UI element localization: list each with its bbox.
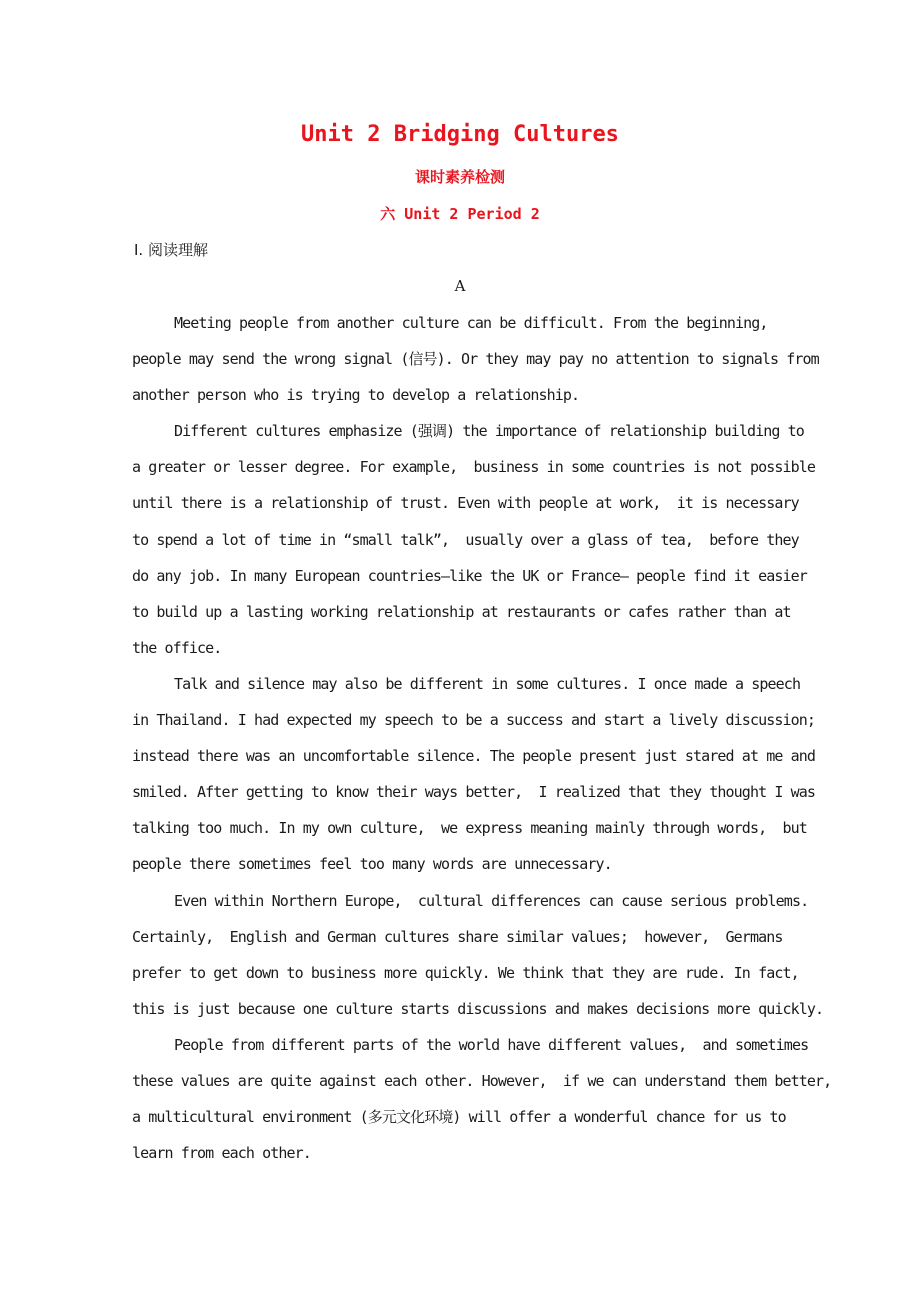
- passage-line: in Thailand. I had expected my speech to be a success and start a lively discussion;: [132, 711, 815, 730]
- passage-line: this is just because one culture starts discussions and makes decisions more quickly.: [132, 999, 824, 1018]
- passage-line: people may send the wrong signal (信号). Or they may pay no attention to signals from: [132, 350, 819, 369]
- passage-line: until there is a relationship of trust. Even with people at work, it is necessary: [132, 494, 799, 513]
- passage-line: these values are quite against each other. However, if we can understand them better,: [132, 1071, 832, 1090]
- passage-line: the office.: [132, 638, 222, 657]
- passage-line: talking too much. In my own culture, we express meaning mainly through words, but: [132, 819, 807, 838]
- passage-line: Different cultures emphasize (强调) the importance of relationship building to: [174, 422, 804, 441]
- passage-line: to spend a lot of time in “small talk”, usually over a glass of tea, before they: [132, 530, 799, 549]
- passage-line: Talk and silence may also be different in some cultures. I once made a speech: [174, 674, 801, 693]
- period-label: 六 Unit 2 Period 2: [380, 205, 540, 223]
- passage-line: a multicultural environment (多元文化环境) will offer a wonderful chance for us to: [132, 1108, 786, 1127]
- passage-line: People from different parts of the world have different values, and sometimes: [174, 1035, 809, 1054]
- passage-line: learn from each other.: [132, 1144, 311, 1163]
- passage-label: A: [454, 277, 466, 295]
- passage-line: smiled. After getting to know their ways better, I realized that they thought I was: [132, 783, 815, 802]
- passage-line: Certainly, English and German cultures share similar values; however, Germans: [132, 927, 783, 946]
- section-heading: Ⅰ. 阅读理解: [134, 241, 208, 259]
- passage-line: a greater or lesser degree. For example, business in some countries is not possible: [132, 458, 815, 477]
- passage-line: do any job. In many European countries—like the UK or France— people find it easier: [132, 566, 807, 585]
- page-title: Unit 2 Bridging Cultures: [301, 122, 619, 147]
- passage-line: people there sometimes feel too many words are unnecessary.: [132, 855, 612, 874]
- passage-line: Even within Northern Europe, cultural differences can cause serious problems.: [174, 891, 809, 910]
- passage-line: to build up a lasting working relationship at restaurants or cafes rather than at: [132, 602, 791, 621]
- passage-line: prefer to get down to business more quickly. We think that they are rude. In fact,: [132, 963, 799, 982]
- page-subtitle: 课时素养检测: [414, 168, 505, 186]
- passage-line: Meeting people from another culture can be difficult. From the beginning,: [174, 314, 768, 332]
- passage-body: [132, 310, 832, 1176]
- passage-line: instead there was an uncomfortable silence. The people present just stared at me and: [132, 747, 815, 766]
- passage-line: another person who is trying to develop a relationship.: [132, 386, 580, 405]
